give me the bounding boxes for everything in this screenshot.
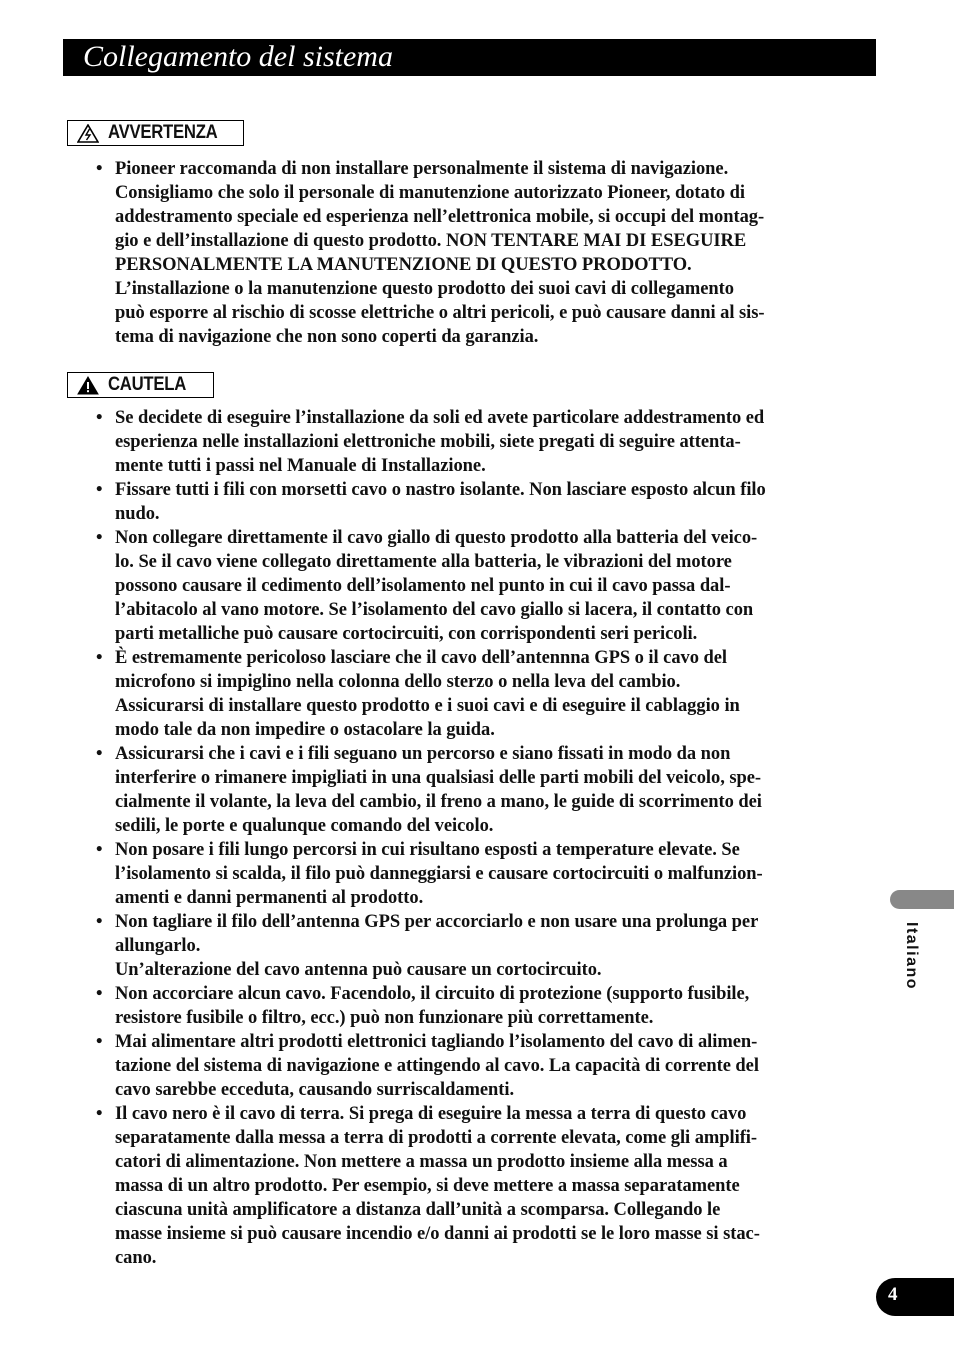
- list-item-line: separatamente dalla messa a terra di prodotti a corrente elevata, come gli amplifi-: [115, 1128, 758, 1148]
- section-title-bar: [63, 39, 876, 76]
- list-item-line: Il cavo nero è il cavo di terra. Si prega di eseguire la messa a terra di questo cavo: [115, 1104, 747, 1124]
- list-item-line: Non tagliare il filo dell’antenna GPS per accorciarlo e non usare una prolunga per: [115, 912, 759, 932]
- bullet-icon: •: [96, 840, 103, 860]
- list-item-line: nudo.: [115, 504, 160, 524]
- list-item-line: Se decidete di eseguire l’installazione da soli ed avete particolare addestramento ed: [115, 408, 765, 428]
- list-item: [96, 742, 846, 838]
- list-item-line: gio e dell’installazione di questo prodotto. NON TENTARE MAI DI ESEGUIRE: [115, 231, 747, 251]
- list-item-line: catori di alimentazione. Non mettere a massa un prodotto insieme alla messa a: [115, 1152, 728, 1172]
- list-item-line: può esporre al rischio di scosse elettriche o altri pericoli, e può causare danni al sis-: [115, 303, 765, 323]
- language-label: Italiano: [903, 922, 920, 991]
- list-item-line: ciascuna unità amplificatore a distanza dall’unità a scomparsa. Collegando le: [115, 1200, 721, 1220]
- list-item-line: Fissare tutti i fili con morsetti cavo o nastro isolante. Non lasciare esposto alcun filo: [115, 480, 766, 500]
- list-item-line: L’installazione o la manutenzione questo prodotto dei suoi cavi di collegamento: [115, 279, 734, 299]
- list-item-line: tazione del sistema di navigazione e attingendo al cavo. La capacità di corrente del: [115, 1056, 759, 1076]
- list-item-line: cano.: [115, 1248, 157, 1268]
- caution-notice: [67, 372, 214, 398]
- warning-list: [96, 157, 846, 349]
- list-item-line: interferire o rimanere impigliati in una qualsiasi delle parti mobili del veicolo, spe-: [115, 768, 762, 788]
- list-item-line: l’abitacolo al vano motore. Se l’isolamento del cavo giallo si lacera, il contatto con: [115, 600, 754, 620]
- warning-triangle-icon: [77, 124, 99, 143]
- list-item-line: lo. Se il cavo viene collegato direttamente alla batteria, le vibrazioni del motore: [115, 552, 732, 572]
- list-item: [96, 838, 846, 910]
- list-item: [96, 910, 846, 982]
- list-item-line: esperienza nelle installazioni elettroniche mobili, siete pregati di seguire attenta-: [115, 432, 741, 452]
- bullet-icon: •: [96, 984, 103, 1004]
- list-item-line: massa di un altro prodotto. Per esempio, si deve mettere a massa separatamente: [115, 1176, 740, 1196]
- bullet-icon: •: [96, 1104, 103, 1124]
- list-item: [96, 526, 846, 646]
- list-item-line: Consigliamo che solo il personale di manutenzione autorizzato Pioneer, dotato di: [115, 183, 745, 203]
- list-item-line: addestramento speciale ed esperienza nell’elettronica mobile, si occupi del montag-: [115, 207, 765, 227]
- list-item-line: sedili, le porte e qualunque comando del veicolo.: [115, 816, 494, 836]
- list-item-line: Pioneer raccomanda di non installare personalmente il sistema di navigazione.: [115, 159, 729, 179]
- bullet-icon: •: [96, 1032, 103, 1052]
- list-item-line: parti metalliche può causare cortocircuiti, con corrispondenti seri pericoli.: [115, 624, 698, 644]
- list-item-line: PERSONALMENTE LA MANUTENZIONE DI QUESTO PRODOTTO.: [115, 255, 692, 275]
- list-item-line: Non accorciare alcun cavo. Facendolo, il circuito di protezione (supporto fusibile,: [115, 984, 750, 1004]
- caution-triangle-icon: [77, 376, 99, 395]
- page-title: Collegamento del sistema: [83, 40, 393, 73]
- list-item-line: Mai alimentare altri prodotti elettronici tagliando l’isolamento del cavo di alimen-: [115, 1032, 758, 1052]
- caution-label: CAUTELA: [108, 374, 187, 395]
- bullet-icon: •: [96, 744, 103, 764]
- list-item-line: cialmente il volante, la leva del cambio, il freno a mano, le guide di scorrimento dei: [115, 792, 762, 812]
- bullet-icon: •: [96, 528, 103, 548]
- list-item-line: È estremamente pericoloso lasciare che il cavo dell’antennna GPS o il cavo del: [115, 648, 728, 668]
- list-item-line: modo tale da non impedire o ostacolare la guida.: [115, 720, 495, 740]
- list-item-line: microfono si impiglino nella colonna dello sterzo o nella leva del cambio.: [115, 672, 681, 692]
- warning-label: AVVERTENZA: [108, 122, 218, 143]
- list-item-line: possono causare il cedimento dell’isolamento nel punto in cui il cavo passa dal-: [115, 576, 731, 596]
- list-item: [96, 1102, 846, 1270]
- bullet-icon: •: [96, 648, 103, 668]
- list-item-line: cavo sarebbe ecceduta, causando surriscaldamenti.: [115, 1080, 515, 1100]
- caution-list: [96, 406, 846, 1270]
- list-item-line: Non posare i fili lungo percorsi in cui risultano esposti a temperature elevate. Se: [115, 840, 740, 860]
- bullet-icon: •: [96, 159, 103, 179]
- list-item: [96, 406, 846, 478]
- list-item: [96, 157, 846, 349]
- bullet-icon: •: [96, 408, 103, 428]
- list-item-line: allungarlo.: [115, 936, 201, 956]
- list-item-line: masse insieme si può causare incendio e/o danni ai prodotti se le loro masse si stac-: [115, 1224, 760, 1244]
- warning-notice: [67, 120, 244, 146]
- list-item-line: Assicurarsi di installare questo prodotto e i suoi cavi e di eseguire il cablaggio in: [115, 696, 740, 716]
- list-item-line: Un’alterazione del cavo antenna può causare un cortocircuito.: [115, 960, 602, 980]
- bullet-icon: •: [96, 480, 103, 500]
- list-item: [96, 646, 846, 742]
- list-item-line: Non collegare direttamente il cavo giallo di questo prodotto alla batteria del veico-: [115, 528, 758, 548]
- language-tab-marker: [890, 890, 954, 909]
- list-item-line: mente tutti i passi nel Manuale di Installazione.: [115, 456, 486, 476]
- page-number: 4: [888, 1284, 898, 1305]
- list-item-line: l’isolamento si scalda, il filo può danneggiarsi e causare cortocircuiti o malfunzion-: [115, 864, 763, 884]
- bullet-icon: •: [96, 912, 103, 932]
- list-item: [96, 478, 846, 526]
- list-item-line: tema di navigazione che non sono coperti da garanzia.: [115, 327, 539, 347]
- list-item-line: amenti e danni permanenti al prodotto.: [115, 888, 424, 908]
- list-item: [96, 982, 846, 1030]
- list-item-line: Assicurarsi che i cavi e i fili seguano un percorso e siano fissati in modo da non: [115, 744, 731, 764]
- list-item-line: resistore fusibile o filtro, ecc.) può non funzionare più correttamente.: [115, 1008, 654, 1028]
- page-number-tab: [876, 1278, 954, 1316]
- list-item: [96, 1030, 846, 1102]
